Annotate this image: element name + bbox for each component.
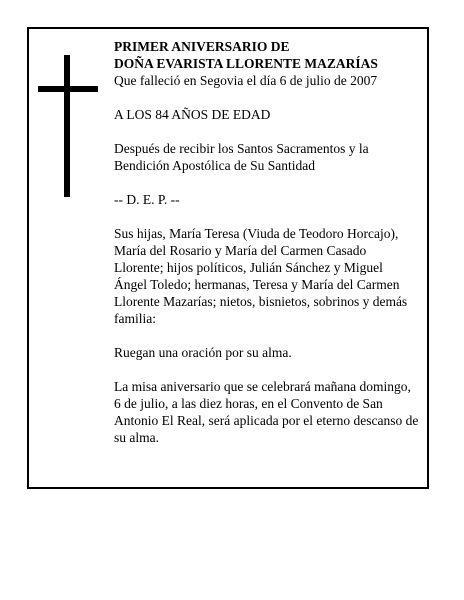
notice-title-line2: DOÑA EVARISTA LLORENTE MAZARÍAS — [114, 56, 378, 71]
prayer-request: Ruegan una oración por su alma. — [114, 345, 292, 360]
notice-title-line1: PRIMER ANIVERSARIO DE — [114, 39, 290, 54]
rip-line: -- D. E. P. -- — [114, 192, 180, 207]
death-info: Que falleció en Segovia el día 6 de julio de 2007 — [114, 73, 378, 88]
cross-vertical-bar — [64, 55, 70, 197]
family-paragraph: Sus hijas, María Teresa (Viuda de Teodoro Horcajo), María del Rosario y María del Carmen Casado Llorente; hijos políticos, Julián Sánchez y Miguel Ángel Toledo; hermanas, Teresa y María del Carmen Llorente Mazarías; nietos, bisnietos, sobrinos y demás familia: — [114, 226, 408, 326]
mass-info-paragraph: La misa aniversario que se celebrará mañana domingo, 6 de julio, a las diez horas, en el Convento de San Antonio El Real, será aplicada por el eterno descanso de su alma. — [114, 379, 419, 445]
cross-horizontal-bar — [38, 86, 98, 92]
cross-icon — [38, 55, 98, 197]
notice-content — [114, 38, 419, 446]
sacraments-paragraph: Después de recibir los Santos Sacramentos y la Bendición Apostólica de Su Santidad — [114, 141, 369, 173]
age-line: A LOS 84 AÑOS DE EDAD — [114, 107, 271, 122]
